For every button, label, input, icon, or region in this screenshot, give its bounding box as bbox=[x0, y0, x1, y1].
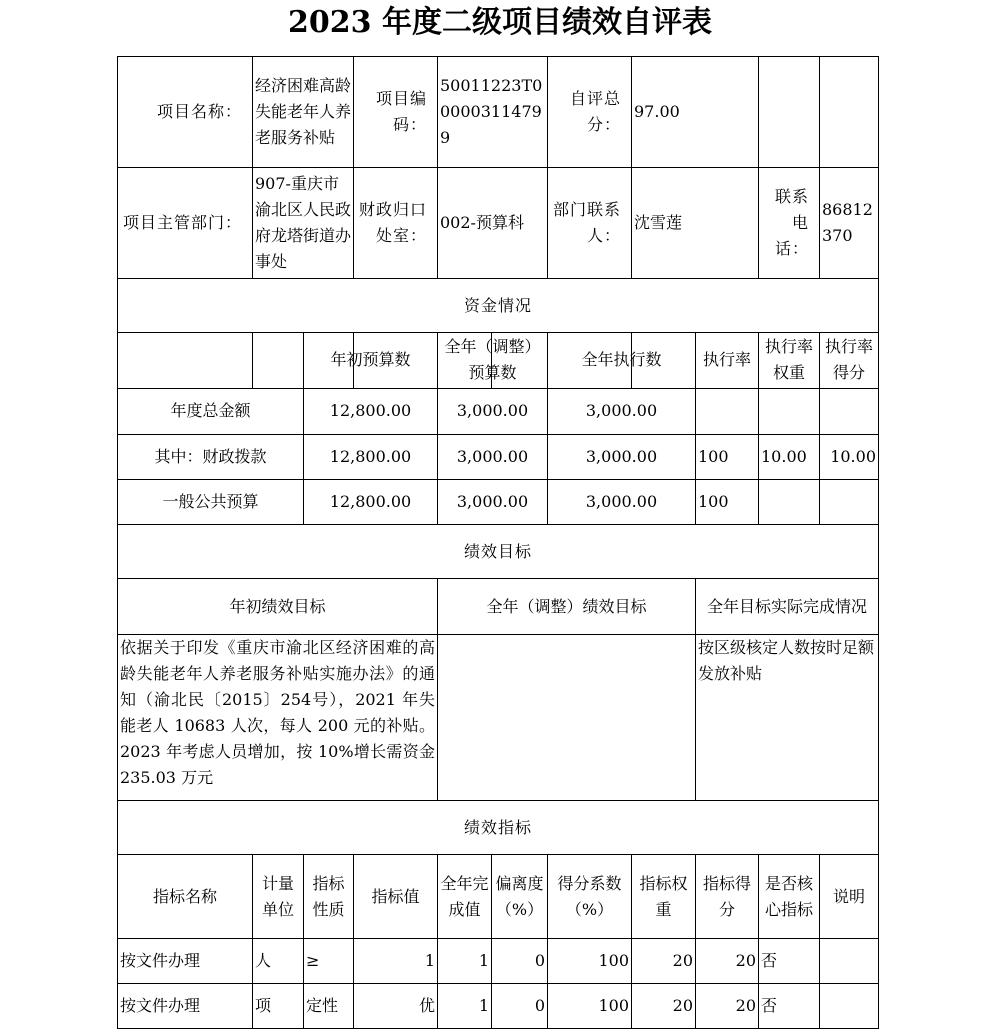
ind-weight: 20 bbox=[632, 939, 696, 984]
funds-row-executed: 3,000.00 bbox=[548, 479, 696, 524]
ind-deviation: 0 bbox=[492, 984, 548, 1029]
funds-header-score: 执行率得分 bbox=[820, 332, 879, 388]
project-code-label: 项目编码： bbox=[354, 57, 438, 168]
goals-header-adjusted: 全年（调整）绩效目标 bbox=[438, 579, 696, 635]
ind-header-done: 全年完成值 bbox=[438, 855, 492, 939]
funds-row-rate bbox=[696, 388, 759, 434]
ind-weight: 20 bbox=[632, 984, 696, 1029]
funds-section-title: 资金情况 bbox=[118, 279, 879, 333]
funds-row-budget: 12,800.00 bbox=[304, 479, 438, 524]
ind-unit: 人 bbox=[253, 939, 304, 984]
goals-table bbox=[117, 524, 879, 1029]
ind-core: 否 bbox=[759, 939, 820, 984]
ind-header-unit: 计量单位 bbox=[253, 855, 304, 939]
ind-coef: 100 bbox=[548, 939, 632, 984]
funds-row-adjusted: 3,000.00 bbox=[438, 434, 548, 479]
funds-header-rate: 执行率 bbox=[696, 332, 759, 388]
contact-value: 沈雪莲 bbox=[632, 168, 759, 279]
ind-nature: 定性 bbox=[304, 984, 354, 1029]
funds-header-row bbox=[118, 332, 879, 388]
funds-header-weight: 执行率权重 bbox=[759, 332, 820, 388]
ind-core: 否 bbox=[759, 984, 820, 1029]
ind-header-note: 说明 bbox=[820, 855, 879, 939]
funds-row-weight bbox=[759, 388, 820, 434]
ind-done: 1 bbox=[438, 984, 492, 1029]
goals-section-title: 绩效目标 bbox=[118, 525, 879, 579]
funds-row bbox=[118, 434, 879, 479]
ind-header-deviation: 偏离度（%） bbox=[492, 855, 548, 939]
self-score-label: 自评总分： bbox=[548, 57, 632, 168]
goals-actual: 按区级核定人数按时足额发放补贴 bbox=[696, 635, 879, 801]
funds-row-score bbox=[820, 479, 879, 524]
ind-coef: 100 bbox=[548, 984, 632, 1029]
funds-row-budget: 12,800.00 bbox=[304, 434, 438, 479]
funds-row-score: 10.00 bbox=[820, 434, 879, 479]
contact-label: 部门联系人： bbox=[548, 168, 632, 279]
finance-value: 002-预算科 bbox=[438, 168, 548, 279]
ind-target: 优 bbox=[354, 984, 438, 1029]
project-code: 50011223T000003114799 bbox=[438, 57, 548, 168]
funds-header-executed: 全年执行数 bbox=[548, 332, 696, 388]
indicators-section-title: 绩效指标 bbox=[118, 801, 879, 855]
funds-row bbox=[118, 479, 879, 524]
goals-content-row bbox=[118, 635, 879, 801]
funds-header-empty bbox=[118, 332, 304, 388]
ind-header-target: 指标值 bbox=[354, 855, 438, 939]
indicator-row bbox=[118, 984, 879, 1029]
phone-label: 联系电话： bbox=[759, 168, 820, 279]
dept-label: 项目主管部门： bbox=[118, 168, 253, 279]
ind-header-name: 指标名称 bbox=[118, 855, 253, 939]
funds-row-budget: 12,800.00 bbox=[304, 388, 438, 434]
funds-row-adjusted: 3,000.00 bbox=[438, 479, 548, 524]
funds-row-label: 其中：财政拨款 bbox=[118, 434, 304, 479]
funds-row-rate: 100 bbox=[696, 479, 759, 524]
funds-header-adjusted: 全年（调整）预算数 bbox=[438, 332, 548, 388]
funds-row-adjusted: 3,000.00 bbox=[438, 388, 548, 434]
page-title: 2023 年度二级项目绩效自评表 bbox=[288, 5, 712, 40]
finance-label: 财政归口处室： bbox=[354, 168, 438, 279]
goals-adjusted bbox=[438, 635, 696, 801]
funds-row-score bbox=[820, 388, 879, 434]
ind-name: 按文件办理 bbox=[118, 984, 253, 1029]
ind-header-weight: 指标权重 bbox=[632, 855, 696, 939]
goals-header-initial: 年初绩效目标 bbox=[118, 579, 438, 635]
ind-unit: 项 bbox=[253, 984, 304, 1029]
phone-value: 86812370 bbox=[820, 168, 879, 279]
ind-note bbox=[820, 984, 879, 1029]
goals-header-row bbox=[118, 579, 879, 635]
ind-header-core: 是否核心指标 bbox=[759, 855, 820, 939]
project-name-label: 项目名称： bbox=[118, 57, 253, 168]
funds-row bbox=[118, 388, 879, 434]
ind-deviation: 0 bbox=[492, 939, 548, 984]
ind-nature: ≥ bbox=[304, 939, 354, 984]
goals-header-actual: 全年目标实际完成情况 bbox=[696, 579, 879, 635]
ind-header-score: 指标得分 bbox=[696, 855, 759, 939]
ind-note bbox=[820, 939, 879, 984]
goals-initial: 依据关于印发《重庆市渝北区经济困难的高龄失能老年人养老服务补贴实施办法》的通知（渝北民〔2015〕254号），2021 年失能老人 10683 人次，每人 200 元的补贴。2023 年考虑人员增加，按 10%增长需资金 235.03 万元 bbox=[118, 635, 438, 801]
indicators-header-row bbox=[118, 855, 879, 939]
funds-row-label: 一般公共预算 bbox=[118, 479, 304, 524]
evaluation-table-body bbox=[117, 56, 879, 525]
ind-target: 1 bbox=[354, 939, 438, 984]
ind-score: 20 bbox=[696, 939, 759, 984]
dept-value: 907-重庆市渝北区人民政府龙塔街道办事处 bbox=[253, 168, 354, 279]
funds-row-rate: 100 bbox=[696, 434, 759, 479]
self-score: 97.00 bbox=[632, 57, 759, 168]
funds-row-weight bbox=[759, 479, 820, 524]
ind-header-coef: 得分系数（%） bbox=[548, 855, 632, 939]
indicator-row bbox=[118, 939, 879, 984]
ind-header-nature: 指标性质 bbox=[304, 855, 354, 939]
project-name: 经济困难高龄失能老年人养老服务补贴 bbox=[253, 57, 354, 168]
funds-row-executed: 3,000.00 bbox=[548, 434, 696, 479]
funds-header-budget: 年初预算数 bbox=[304, 332, 438, 388]
ind-done: 1 bbox=[438, 939, 492, 984]
funds-row-weight: 10.00 bbox=[759, 434, 820, 479]
funds-row-executed: 3,000.00 bbox=[548, 388, 696, 434]
ind-score: 20 bbox=[696, 984, 759, 1029]
funds-row-label: 年度总金额 bbox=[118, 388, 304, 434]
ind-name: 按文件办理 bbox=[118, 939, 253, 984]
